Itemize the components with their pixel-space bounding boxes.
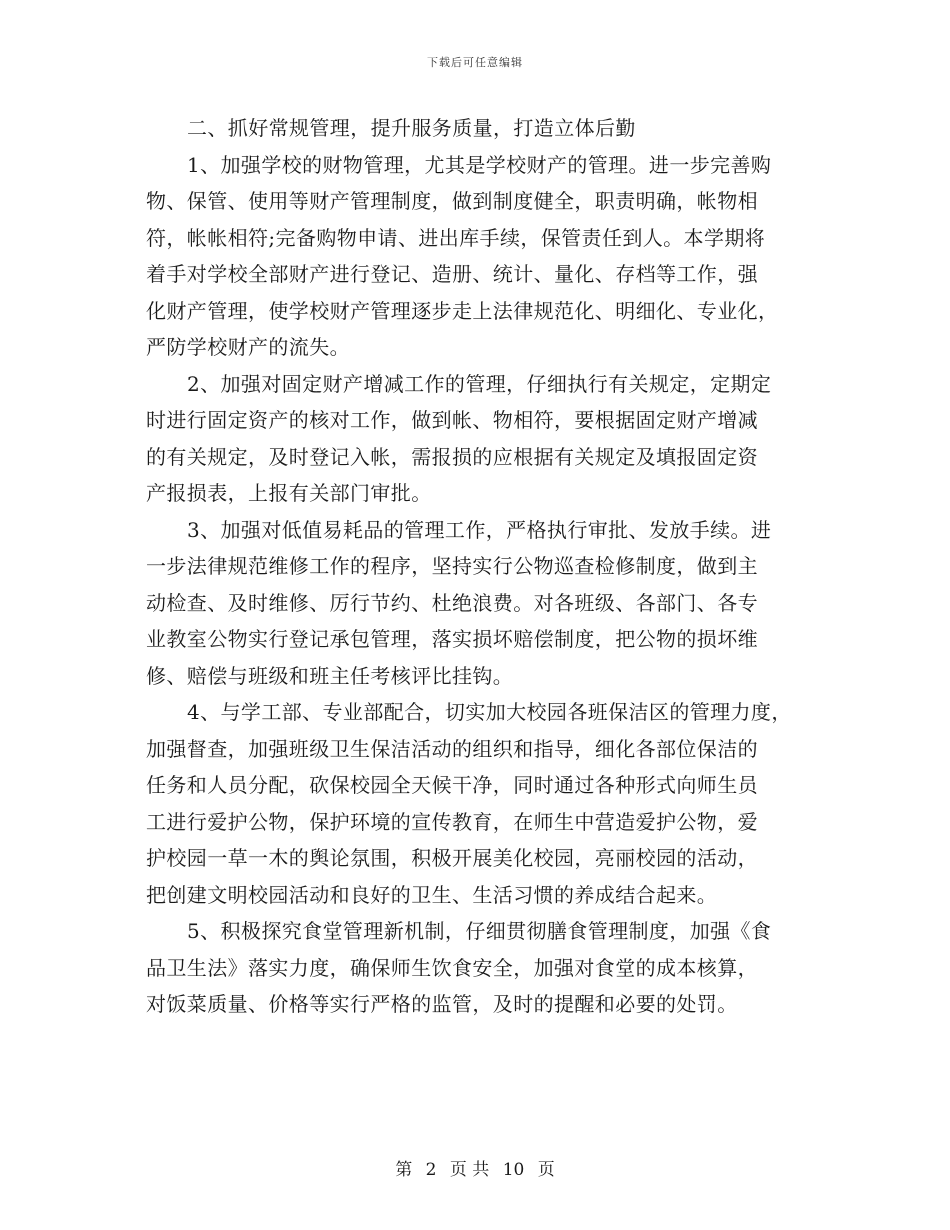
text-line: 加强督查，加强班级卫生保洁活动的组织和指导，细化各部位保洁的 <box>146 736 758 761</box>
text-line: 动检查、及时维修、厉行节约、杜绝浪费。对各班级、各部门、各专 <box>146 590 758 615</box>
text-line: 把创建文明校园活动和良好的卫生、生活习惯的养成结合起来。 <box>146 882 718 907</box>
footer-page-number: 2 <box>425 1160 437 1180</box>
text-line: 时进行固定资产的核对工作，做到帐、物相符，要根据固定财产增减 <box>146 408 758 432</box>
text-line: 严防学校财产的流失。 <box>146 335 350 359</box>
text-line: 护校园一草一木的舆论氛围，积极开展美化校园，亮丽校园的活动， <box>146 846 758 870</box>
footer-prefix: 第 <box>395 1160 413 1180</box>
text-line: 1、加强学校的财物管理，尤其是学校财产的管理。进一步完善购 <box>187 152 772 177</box>
text-line: 产报损表，上报有关部门审批。 <box>146 481 432 505</box>
text-line: 3、加强对低值易耗品的管理工作，严格执行审批、发放手续。进 <box>187 517 772 542</box>
text-line: 品卫生法》落实力度，确保师生饮食安全，加强对食堂的成本核算， <box>146 955 758 980</box>
text-line: 工进行爱护公物，保护环境的宣传教育，在师生中营造爱护公物，爱 <box>146 809 758 834</box>
text-line: 对饭菜质量、价格等实行严格的监管，及时的提醒和必要的处罚。 <box>146 992 738 1016</box>
text-line: 2、加强对固定财产增减工作的管理，仔细执行有关规定，定期定 <box>187 371 772 396</box>
text-line: 物、保管、使用等财产管理制度，做到制度健全，职责明确，帐物相 <box>146 189 758 213</box>
text-line: 5、积极探究食堂管理新机制，仔细贯彻膳食管理制度，加强《食 <box>187 919 772 943</box>
text-line: 化财产管理，使学校财产管理逐步走上法律规范化、明细化、专业化， <box>146 298 779 323</box>
text-line: 着手对学校全部财产进行登记、造册、统计、量化、存档等工作，强 <box>146 262 758 286</box>
text-line: 符，帐帐相符;完备购物申请、进出库手续，保管责任到人。本学期将 <box>146 225 766 250</box>
text-line: 业教室公物实行登记承包管理，落实损坏赔偿制度，把公物的损坏维 <box>146 627 758 651</box>
footer-suffix: 页 <box>537 1160 555 1180</box>
text-line: 一步法律规范维修工作的程序，坚持实行公物巡查检修制度，做到主 <box>146 554 758 578</box>
page-footer <box>0 1155 950 1180</box>
document-body <box>146 110 826 1023</box>
footer-middle: 页 共 <box>449 1160 490 1180</box>
text-line: 二、抓好常规管理，提升服务质量，打造立体后勤 <box>187 116 636 140</box>
text-line: 任务和人员分配，砍保校园全天候干净，同时通过各种形式向师生员 <box>146 773 758 797</box>
footer-total-pages: 10 <box>502 1160 525 1180</box>
text-line: 的有关规定，及时登记入帐，需报损的应根据有关规定及填报固定资 <box>146 444 758 469</box>
text-line: 修、赔偿与班级和班主任考核评比挂钩。 <box>146 663 514 688</box>
text-line: 4、与学工部、专业部配合，切实加大校园各班保洁区的管理力度， <box>187 700 792 724</box>
header-note: 下载后可任意编辑 <box>427 56 523 69</box>
